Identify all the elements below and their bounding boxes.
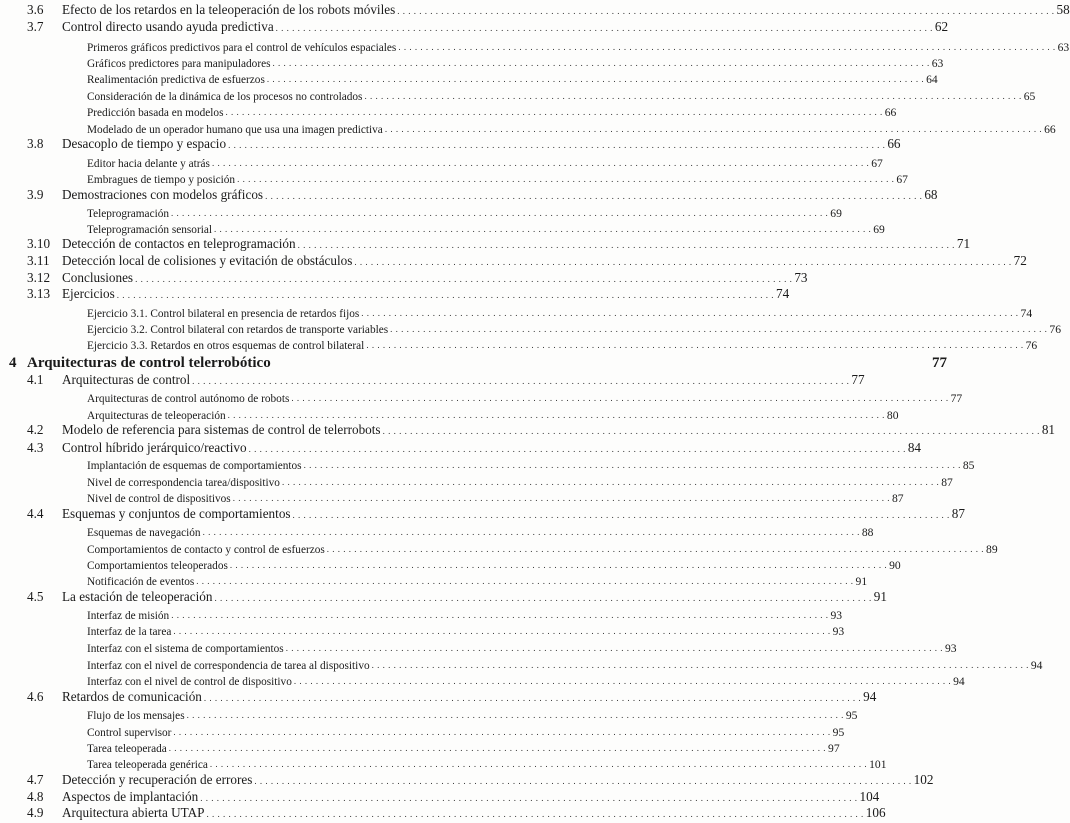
dot-leader: . . . . . . . . . . . . . . . . . . . . . . . . . . . . . . . . . . . . . . . . . . . . . . . . . . . . . . . . . . . . . . . . . . . . . . . . . . . . . . . . . . . . . . . . . . . . . . . . . . . . . . . . . . . . . . . . . . . . . . . .	[206, 809, 864, 819]
page-number: 77	[851, 372, 865, 387]
page-number: 63	[1057, 41, 1070, 54]
dot-leader: . . . . . . . . . . . . . . . . . . . . . . . . . . . . . . . . . . . . . . . . . . . . . . . . . . . . . . . . . . . . . . . . . . . . . . . . . . . . . . . . . . . . . . . . . . . . . . . . . . . . . . . . . . . . . . . . . . . . . . . .	[297, 240, 955, 250]
entry-number: 4.3	[27, 440, 44, 455]
dot-leader: . . . . . . . . . . . . . . . . . . . . . . . . . . . . . . . . . . . . . . . . . . . . . . . . . . . . . . . . . . . . . . . . . . . . . . . . . . . . . . . . . . . . . . . . . . . . . . . . . . . . . . . . . . . . . . . . . . . . . . . .	[203, 693, 862, 703]
dot-leader: . . . . . . . . . . . . . . . . . . . . . . . . . . . . . . . . . . . . . . . . . . . . . . . . . . . . . . . . . . . . . . . . . . . . . . . . . . . . . . . . . . . . . . . . . . . . . . . . . . . . . . . . . . . . . . . . . . . . . . . .	[186, 710, 844, 720]
subsection-entry	[0, 88, 1036, 105]
subsection-entry	[0, 756, 887, 773]
entry-line	[87, 57, 944, 70]
entry-line	[87, 41, 1070, 54]
subsection-entry	[0, 557, 901, 574]
entry-line	[87, 106, 897, 119]
entry-line	[62, 440, 922, 456]
entry-title: Ejercicio 3.2. Control bilateral con retardos de transporte variables	[87, 324, 389, 336]
page-number: 84	[907, 440, 922, 455]
dot-leader: . . . . . . . . . . . . . . . . . . . . . . . . . . . . . . . . . . . . . . . . . . . . . . . . . . . . . . . . . . . . . . . . . . . . . . . . . . . . . . . . . . . . . . . . . . . . . . . . . . . . . . . . . . . . . . . . . . . . . . . .	[196, 576, 854, 586]
dot-leader: . . . . . . . . . . . . . . . . . . . . . . . . . . . . . . . . . . . . . . . . . . . . . . . . . . . . . . . . . . . . . . . . . . . . . . . . . . . . . . . . . . . . . . . . . . . . . . . . . . . . . . . . . . . . . . . . . . . . . . . .	[361, 308, 1019, 318]
entry-title: Ejercicio 3.3. Retardos en otros esquemas de control bilateral	[87, 340, 365, 352]
page-number: 65	[1023, 90, 1036, 103]
entry-line	[87, 675, 965, 688]
dot-leader: . . . . . . . . . . . . . . . . . . . . . . . . . . . . . . . . . . . . . . . . . . . . . . . . . . . . . . . . . . . . . . . . . . . . . . . . . . . . . . . . . . . . . . . . . . . . . . . . . . . . . . . . . . . . . . . . . . . . . . . .	[228, 140, 886, 150]
dot-leader: . . . . . . . . . . . . . . . . . . . . . . . . . . . . . . . . . . . . . . . . . . . . . . . . . . . . . . . . . . . . . . . . . . . . . . . . . . . . . . . . . . . . . . . . . . . . . . . . . . . . . . . . . . . . . . . . . . . . . . . .	[237, 174, 895, 184]
entry-title: Efecto de los retardos en la teleoperación de los robots móviles	[62, 2, 396, 17]
entry-line	[62, 270, 808, 286]
subsection-entry	[0, 573, 868, 590]
entry-title: Desacoplo de tiempo y espacio	[62, 136, 227, 151]
subsection-entry	[0, 390, 963, 407]
dot-leader: . . . . . . . . . . . . . . . . . . . . . . . . . . . . . . . . . . . . . . . . . . . . . . . . . . . . . . . . . . . . . . . . . . . . . . . . . . . . . . . . . . . . . . . . . . . . . . . . . . . . . . . . . . . . . . . . . . . . . . . .	[116, 290, 774, 300]
page-number: 69	[873, 223, 885, 236]
entry-number: 3.11	[27, 253, 50, 268]
entry-line	[87, 476, 953, 489]
page-number: 101	[869, 758, 887, 771]
subsection-entry	[0, 71, 938, 88]
section-entry	[0, 772, 934, 790]
section-entry	[0, 589, 887, 607]
entry-title: Interfaz con el nivel de correspondencia de tarea al dispositivo	[87, 660, 370, 672]
dot-leader: . . . . . . . . . . . . . . . . . . . . . . . . . . . . . . . . . . . . . . . . . . . . . . . . . . . . . . . . . . . . . . . . . . . . . . . . . . . . . . . . . . . . . . . . . . . . . . . . . . . . . . . . . . . . . . . . . . . . . . . .	[211, 158, 870, 168]
page-number: 94	[863, 689, 877, 704]
entry-line	[87, 625, 845, 638]
section-entry	[0, 236, 971, 254]
page-number: 81	[1041, 422, 1056, 437]
entry-title: Teleprogramación sensorial	[87, 224, 212, 236]
entry-title: Nivel de control de dispositivos	[87, 493, 231, 505]
entry-line	[62, 19, 949, 35]
section-entry	[0, 187, 938, 205]
page-number: 87	[891, 492, 904, 505]
page-number: 80	[886, 409, 899, 422]
page-number: 97	[828, 742, 840, 755]
section-entry	[0, 689, 877, 707]
page-number: 72	[1013, 253, 1027, 268]
dot-leader: . . . . . . . . . . . . . . . . . . . . . . . . . . . . . . . . . . . . . . . . . . . . . . . . . . . . . . . . . . . . . . . . . . . . . . . . . . . . . . . . . . . . . . . . . . . . . . . . . . . . . . . . . . . . . . . . . . . . . . . .	[192, 376, 850, 386]
dot-leader: . . . . . . . . . . . . . . . . . . . . . . . . . . . . . . . . . . . . . . . . . . . . . . . . . . . . . . . . . . . . . . . . . . . . . . . . . . . . . . . . . . . . . . . . . . . . . . . . . . . . . . . . . . . . . . . . . . . . . . . .	[272, 58, 930, 68]
entry-line	[87, 339, 1038, 352]
subsection-entry	[0, 337, 1038, 354]
entry-line	[87, 392, 963, 405]
dot-leader: . . . . . . . . . . . . . . . . . . . . . . . . . . . . . . . . . . . . . . . . . . . . . . . . . . . . . . . . . . . . . . . . . . . . . . . . . . . . . . . . . . . . . . . . . . . . . . . . . . . . . . . . . . . . . . . . . . . . . . . .	[285, 643, 943, 653]
dot-leader: . . . . . . . . . . . . . . . . . . . . . . . . . . . . . . . . . . . . . . . . . . . . . . . . . . . . . . . . . . . . . . . . . . . . . . . . . . . . . . . . . . . . . . . . . . . . . . . . . . . . . . . . . . . . . . . . . . . . . . . .	[173, 727, 831, 737]
section-entry	[0, 805, 886, 823]
page-number: 93	[944, 642, 957, 655]
entry-number: 4.1	[27, 372, 44, 387]
page-number: 85	[962, 459, 975, 472]
entry-title: Esquemas de navegación	[87, 527, 201, 539]
section-entry	[0, 506, 965, 524]
entry-title: Tarea teleoperada genérica	[87, 759, 208, 771]
entry-title: Ejercicios	[62, 286, 115, 301]
page-number: 87	[951, 506, 965, 521]
entry-title: Realimentación predictiva de esfuerzos	[87, 74, 265, 86]
subsection-entry	[0, 657, 1043, 674]
subsection-entry	[0, 474, 953, 491]
entry-line	[87, 659, 1043, 672]
entry-number: 4.8	[27, 789, 44, 804]
entry-title: Interfaz con el sistema de comportamientos	[87, 643, 284, 655]
dot-leader: . . . . . . . . . . . . . . . . . . . . . . . . . . . . . . . . . . . . . . . . . . . . . . . . . . . . . . . . . . . . . . . . . . . . . . . . . . . . . . . . . . . . . . . . . . . . . . . . . . . . . . . . . . . . . . . . . . . . . . . .	[248, 444, 906, 454]
page-number: 91	[855, 575, 868, 588]
subsection-entry	[0, 490, 904, 507]
entry-title: Arquitecturas de teleoperación	[87, 410, 226, 422]
entry-title: Predicción basada en modelos	[87, 107, 224, 119]
entry-line	[62, 253, 1027, 269]
page-number: 73	[794, 270, 808, 285]
entry-number: 4.5	[27, 589, 44, 604]
entry-line	[87, 575, 868, 588]
entry-number: 3.13	[27, 286, 51, 301]
page-number: 63	[931, 57, 944, 70]
page-number: 88	[861, 526, 874, 539]
entry-title: Interfaz de misión	[87, 610, 170, 622]
section-entry	[0, 253, 1027, 271]
entry-line	[87, 90, 1036, 103]
entry-number: 3.8	[27, 136, 44, 151]
entry-title: Ejercicio 3.1. Control bilateral en presencia de retardos fijos	[87, 308, 360, 320]
page-number: 69	[830, 207, 842, 220]
entry-line	[62, 372, 865, 388]
entry-line	[62, 236, 971, 252]
subsection-entry	[0, 55, 944, 72]
subsection-entry	[0, 155, 883, 172]
subsection-entry	[0, 457, 975, 474]
entry-title: Gráficos predictores para manipuladores	[87, 58, 271, 70]
page-number: 104	[859, 789, 880, 804]
entry-number: 4.6	[27, 689, 44, 704]
page-number: 67	[896, 173, 908, 186]
entry-title: Notificación de eventos	[87, 576, 195, 588]
page-number: 90	[889, 559, 901, 572]
dot-leader: . . . . . . . . . . . . . . . . . . . . . . . . . . . . . . . . . . . . . . . . . . . . . . . . . . . . . . . . . . . . . . . . . . . . . . . . . . . . . . . . . . . . . . . . . . . . . . . . . . . . . . . . . . . . . . . . . . . . . . . .	[168, 743, 827, 753]
subsection-entry	[0, 205, 842, 222]
entry-line	[87, 543, 998, 556]
entry-title: Demostraciones con modelos gráficos	[62, 187, 264, 202]
dot-leader: . . . . . . . . . . . . . . . . . . . . . . . . . . . . . . . . . . . . . . . . . . . . . . . . . . . . . . . . . . . . . . . . . . . . . . . . . . . . . . . . . . . . . . . . . . . . . . . . . . . . . . . . . . . . . . . . . . . . . . . .	[303, 460, 961, 470]
section-entry	[0, 422, 1056, 440]
entry-title: Arquitecturas de control telerrobótico	[27, 355, 271, 371]
entry-title: Arquitectura abierta UTAP	[62, 805, 205, 820]
entry-title: Comportamientos teleoperados	[87, 560, 228, 572]
page-number: 87	[941, 476, 953, 489]
entry-title: Consideración de la dinámica de los procesos no controlados	[87, 91, 363, 103]
page-number: 62	[934, 19, 949, 34]
entry-title: Modelado de un operador humano que usa una imagen predictiva	[87, 124, 383, 136]
section-entry	[0, 440, 922, 458]
entry-title: Interfaz con el nivel de control de dispositivo	[87, 676, 292, 688]
entry-number: 4.7	[27, 772, 44, 787]
dot-leader: . . . . . . . . . . . . . . . . . . . . . . . . . . . . . . . . . . . . . . . . . . . . . . . . . . . . . . . . . . . . . . . . . . . . . . . . . . . . . . . . . . . . . . . . . . . . . . . . . . . . . . . . . . . . . . . . . . . . . . . .	[275, 23, 933, 33]
entry-title: Flujo de los mensajes	[87, 710, 185, 722]
entry-line	[87, 758, 887, 771]
dot-leader: . . . . . . . . . . . . . . . . . . . . . . . . . . . . . . . . . . . . . . . . . . . . . . . . . . . . . . . . . . . . . . . . . . . . . . . . . . . . . . . . . . . . . . . . . . . . . . . . . . . . . . . . . . . . . . . . . . . . . . . .	[382, 426, 1040, 436]
subsection-entry	[0, 673, 965, 690]
entry-line	[27, 355, 947, 372]
dot-leader: . . . . . . . . . . . . . . . . . . . . . . . . . . . . . . . . . . . . . . . . . . . . . . . . . . . . . . . . . . . . . . . . . . . . . . . . . . . . . . . . . . . . . . . . . . . . . . . . . . . . . . . . . . . . . . . . . . . . . . . .	[202, 527, 860, 537]
entry-line	[62, 136, 901, 152]
entry-number: 4.9	[27, 805, 44, 820]
page-number: 64	[926, 73, 938, 86]
dot-leader: . . . . . . . . . . . . . . . . . . . . . . . . . . . . . . . . . . . . . . . . . . . . . . . . . . . . . . . . . . . . . . . . . . . . . . . . . . . . . . . . . . . . . . . . . . . . . . . . . . . . . . . . . . . . . . . . . . . . . . . .	[326, 544, 985, 554]
entry-line	[87, 609, 843, 622]
dot-leader: . . . . . . . . . . . . . . . . . . . . . . . . . . . . . . . . . . . . . . . . . . . . . . . . . . . . . . . . . . . . . . . . . . . . . . . . . . . . . . . . . . . . . . . . . . . . . . . . . . . . . . . . . . . . . . . . . . . . . . . .	[265, 191, 923, 201]
subsection-entry	[0, 707, 858, 724]
page-number: 66	[884, 106, 897, 119]
page-number: 68	[924, 187, 938, 202]
section-entry	[0, 372, 865, 390]
entry-line	[87, 73, 938, 86]
subsection-entry	[0, 321, 1061, 338]
dot-leader: . . . . . . . . . . . . . . . . . . . . . . . . . . . . . . . . . . . . . . . . . . . . . . . . . . . . . . . . . . . . . . . . . . . . . . . . . . . . . . . . . . . . . . . . . . . . . . . . . . . . . . . . . . . . . . . . . . . . . . . .	[281, 477, 940, 487]
dot-leader: . . . . . . . . . . . . . . . . . . . . . . . . . . . . . . . . . . . . . . . . . . . . . . . . . . . . . . . . . . . . . . . . . . . . . . . . . . . . . . . . . . . . . . . . . . . . . . . . . . . . . . . . . . . . . . . . . . . . . . . .	[254, 776, 912, 786]
entry-title: Teleprogramación	[87, 208, 170, 220]
entry-line	[87, 173, 908, 186]
page-number: 58	[1056, 2, 1070, 17]
page-number: 91	[873, 589, 887, 604]
page-number: 93	[832, 625, 845, 638]
dot-leader: . . . . . . . . . . . . . . . . . . . . . . . . . . . . . . . . . . . . . . . . . . . . . . . . . . . . . . . . . . . . . . . . . . . . . . . . . . . . . . . . . . . . . . . . . . . . . . . . . . . . . . . . . . . . . . . . . . . . . . . .	[291, 393, 949, 403]
entry-title: Control híbrido jerárquico/reactivo	[62, 440, 247, 455]
entry-title: Arquitecturas de control	[62, 372, 191, 387]
entry-line	[87, 526, 874, 539]
page-number: 89	[986, 543, 998, 556]
entry-line	[87, 123, 1056, 136]
dot-leader: . . . . . . . . . . . . . . . . . . . . . . . . . . . . . . . . . . . . . . . . . . . . . . . . . . . . . . . . . . . . . . . . . . . . . . . . . . . . . . . . . . . . . . . . . . . . . . . . . . . . . . . . . . . . . . . . . . . . . . . .	[364, 91, 1022, 101]
entry-title: Implantación de esquemas de comportamientos	[87, 460, 302, 472]
entry-title: La estación de teleoperación	[62, 589, 213, 604]
page-number: 74	[775, 286, 790, 301]
entry-line	[87, 207, 842, 220]
dot-leader: . . . . . . . . . . . . . . . . . . . . . . . . . . . . . . . . . . . . . . . . . . . . . . . . . . . . . . . . . . . . . . . . . . . . . . . . . . . . . . . . . . . . . . . . . . . . . . . . . . . . . . . . . . . . . . . . . . . . . . . .	[266, 74, 925, 84]
entry-number: 3.6	[27, 2, 44, 17]
entry-title: Aspectos de implantación	[62, 789, 199, 804]
dot-leader: . . . . . . . . . . . . . . . . . . . . . . . . . . . . . . . . . . . . . . . . . . . . . . . . . . . . . . . . . . . . . . . . . . . . . . . . . . . . . . . . . . . . . . . . . . . . . . . . . . . . . . . . . . . . . . . . . . . . . . . .	[135, 274, 793, 284]
page-number: 66	[887, 136, 901, 151]
entry-line	[62, 689, 877, 705]
dot-leader: . . . . . . . . . . . . . . . . . . . . . . . . . . . . . . . . . . . . . . . . . . . . . . . . . . . . . . . . . . . . . . . . . . . . . . . . . . . . . . . . . . . . . . . . . . . . . . . . . . . . . . . . . . . . . . . . . . . . . . . .	[171, 610, 829, 620]
entry-title: Comportamientos de contacto y control de esfuerzos	[87, 544, 325, 556]
entry-line	[87, 157, 883, 170]
entry-title: Control directo usando ayuda predictiva	[62, 19, 274, 34]
dot-leader: . . . . . . . . . . . . . . . . . . . . . . . . . . . . . . . . . . . . . . . . . . . . . . . . . . . . . . . . . . . . . . . . . . . . . . . . . . . . . . . . . . . . . . . . . . . . . . . . . . . . . . . . . . . . . . . . . . . . . . . .	[209, 759, 868, 769]
entry-number: 3.12	[27, 270, 51, 285]
dot-leader: . . . . . . . . . . . . . . . . . . . . . . . . . . . . . . . . . . . . . . . . . . . . . . . . . . . . . . . . . . . . . . . . . . . . . . . . . . . . . . . . . . . . . . . . . . . . . . . . . . . . . . . . . . . . . . . . . . . . . . . .	[366, 340, 1024, 350]
subsection-entry	[0, 724, 845, 741]
entry-line	[87, 492, 904, 505]
subsection-entry	[0, 623, 845, 640]
entry-line	[87, 642, 957, 655]
entry-title: Retardos de comunicación	[62, 689, 202, 704]
dot-leader: . . . . . . . . . . . . . . . . . . . . . . . . . . . . . . . . . . . . . . . . . . . . . . . . . . . . . . . . . . . . . . . . . . . . . . . . . . . . . . . . . . . . . . . . . . . . . . . . . . . . . . . . . . . . . . . . . . . . . . . .	[214, 593, 872, 603]
page-number: 71	[956, 236, 971, 251]
entry-title: Primeros gráficos predictivos para el control de vehículos espaciales	[87, 42, 397, 54]
entry-line	[62, 589, 887, 605]
page-number: 95	[832, 726, 845, 739]
entry-line	[87, 459, 975, 472]
entry-title: Nivel de correspondencia tarea/dispositivo	[87, 477, 280, 489]
entry-line	[87, 559, 901, 572]
entry-line	[87, 742, 840, 755]
page-number: 67	[871, 157, 883, 170]
subsection-entry	[0, 607, 843, 624]
page-number: 74	[1020, 307, 1033, 320]
entry-line	[62, 286, 790, 302]
dot-leader: . . . . . . . . . . . . . . . . . . . . . . . . . . . . . . . . . . . . . . . . . . . . . . . . . . . . . . . . . . . . . . . . . . . . . . . . . . . . . . . . . . . . . . . . . . . . . . . . . . . . . . . . . . . . . . . . . . . . . . . .	[225, 107, 883, 117]
subsection-entry	[0, 39, 1070, 56]
entry-line	[62, 187, 938, 203]
entry-line	[62, 805, 886, 821]
entry-title: Editor hacia delante y atrás	[87, 158, 210, 170]
page-number: 76	[1049, 323, 1061, 336]
page-number: 66	[1044, 123, 1056, 136]
dot-leader: . . . . . . . . . . . . . . . . . . . . . . . . . . . . . . . . . . . . . . . . . . . . . . . . . . . . . . . . . . . . . . . . . . . . . . . . . . . . . . . . . . . . . . . . . . . . . . . . . . . . . . . . . . . . . . . . . . . . . . . .	[173, 626, 831, 636]
dot-leader: . . . . . . . . . . . . . . . . . . . . . . . . . . . . . . . . . . . . . . . . . . . . . . . . . . . . . . . . . . . . . . . . . . . . . . . . . . . . . . . . . . . . . . . . . . . . . . . . . . . . . . . . . . . . . . . . . . . . . . . .	[232, 493, 890, 503]
page-number: 102	[913, 772, 934, 787]
entry-title: Interfaz de la tarea	[87, 626, 172, 638]
page-number: 94	[1030, 659, 1043, 672]
entry-number: 3.7	[27, 19, 44, 34]
entry-title: Detección de contactos en teleprogramación	[62, 236, 296, 251]
dot-leader: . . . . . . . . . . . . . . . . . . . . . . . . . . . . . . . . . . . . . . . . . . . . . . . . . . . . . . . . . . . . . . . . . . . . . . . . . . . . . . . . . . . . . . . . . . . . . . . . . . . . . . . . . . . . . . . . . . . . . . . .	[214, 224, 872, 234]
entry-title: Detección y recuperación de errores	[62, 772, 253, 787]
entry-title: Modelo de referencia para sistemas de control de telerrobots	[62, 422, 381, 437]
entry-number: 4.4	[27, 506, 44, 521]
dot-leader: . . . . . . . . . . . . . . . . . . . . . . . . . . . . . . . . . . . . . . . . . . . . . . . . . . . . . . . . . . . . . . . . . . . . . . . . . . . . . . . . . . . . . . . . . . . . . . . . . . . . . . . . . . . . . . . . . . . . . . . .	[171, 208, 829, 218]
entry-line	[87, 409, 899, 422]
entry-line	[62, 789, 880, 805]
entry-number: 4.2	[27, 422, 44, 437]
section-entry	[0, 286, 790, 304]
page-number: 95	[845, 709, 858, 722]
entry-line	[87, 726, 845, 739]
entry-line	[87, 709, 858, 722]
dot-leader: . . . . . . . . . . . . . . . . . . . . . . . . . . . . . . . . . . . . . . . . . . . . . . . . . . . . . . . . . . . . . . . . . . . . . . . . . . . . . . . . . . . . . . . . . . . . . . . . . . . . . . . . . . . . . . . . . . . . . . . .	[371, 660, 1029, 670]
dot-leader: . . . . . . . . . . . . . . . . . . . . . . . . . . . . . . . . . . . . . . . . . . . . . . . . . . . . . . . . . . . . . . . . . . . . . . . . . . . . . . . . . . . . . . . . . . . . . . . . . . . . . . . . . . . . . . . . . . . . . . . .	[398, 42, 1056, 52]
entry-line	[62, 506, 965, 522]
entry-line	[87, 307, 1033, 320]
dot-leader: . . . . . . . . . . . . . . . . . . . . . . . . . . . . . . . . . . . . . . . . . . . . . . . . . . . . . . . . . . . . . . . . . . . . . . . . . . . . . . . . . . . . . . . . . . . . . . . . . . . . . . . . . . . . . . . . . . . . . . . .	[227, 410, 885, 420]
entry-line	[62, 422, 1056, 438]
page-number: 76	[1025, 339, 1038, 352]
entry-line	[87, 323, 1061, 336]
section-entry	[0, 2, 1070, 20]
subsection-entry	[0, 305, 1033, 322]
page-number: 77	[950, 392, 963, 405]
page-number: 93	[830, 609, 843, 622]
subsection-entry	[0, 541, 998, 558]
subsection-entry	[0, 740, 840, 757]
entry-title: Conclusiones	[62, 270, 134, 285]
entry-title: Esquemas y conjuntos de comportamientos	[62, 506, 291, 521]
dot-leader: . . . . . . . . . . . . . . . . . . . . . . . . . . . . . . . . . . . . . . . . . . . . . . . . . . . . . . . . . . . . . . . . . . . . . . . . . . . . . . . . . . . . . . . . . . . . . . . . . . . . . . . . . . . . . . . . . . . . . . . .	[292, 510, 950, 520]
entry-title: Detección local de colisiones y evitación de obstáculos	[62, 253, 353, 268]
dot-leader: . . . . . . . . . . . . . . . . . . . . . . . . . . . . . . . . . . . . . . . . . . . . . . . . . . . . . . . . . . . . . . . . . . . . . . . . . . . . . . . . . . . . . . . . . . . . . . . . . . . . . . . . . . . . . . . . . . . . . . . .	[200, 793, 858, 803]
entry-title: Control supervisor	[87, 727, 172, 739]
entry-title: Tarea teleoperada	[87, 743, 167, 755]
section-entry	[0, 19, 949, 37]
dot-leader: . . . . . . . . . . . . . . . . . . . . . . . . . . . . . . . . . . . . . . . . . . . . . . . . . . . . . . . . . . . . . . . . . . . . . . . . . . . . . . . . . . . . . . . . . . . . . . . . . . . . . . . . . . . . . . . . . . . . . . . .	[354, 257, 1012, 267]
page-number: 77	[931, 355, 947, 371]
entry-title: Arquitecturas de control autónomo de robots	[87, 393, 290, 405]
page-number: 106	[865, 805, 886, 820]
dot-leader: . . . . . . . . . . . . . . . . . . . . . . . . . . . . . . . . . . . . . . . . . . . . . . . . . . . . . . . . . . . . . . . . . . . . . . . . . . . . . . . . . . . . . . . . . . . . . . . . . . . . . . . . . . . . . . . . . . . . . . . .	[390, 324, 1048, 334]
subsection-entry	[0, 104, 897, 121]
dot-leader: . . . . . . . . . . . . . . . . . . . . . . . . . . . . . . . . . . . . . . . . . . . . . . . . . . . . . . . . . . . . . . . . . . . . . . . . . . . . . . . . . . . . . . . . . . . . . . . . . . . . . . . . . . . . . . . . . . . . . . . .	[229, 560, 888, 570]
entry-title: Embragues de tiempo y posición	[87, 174, 236, 186]
entry-number: 3.10	[27, 236, 51, 251]
entry-number: 4	[9, 355, 17, 371]
entry-number: 3.9	[27, 187, 44, 202]
entry-line	[87, 223, 885, 236]
entry-line	[62, 2, 1070, 18]
page-number: 94	[953, 675, 965, 688]
dot-leader: . . . . . . . . . . . . . . . . . . . . . . . . . . . . . . . . . . . . . . . . . . . . . . . . . . . . . . . . . . . . . . . . . . . . . . . . . . . . . . . . . . . . . . . . . . . . . . . . . . . . . . . . . . . . . . . . . . . . . . . .	[293, 676, 952, 686]
subsection-entry	[0, 171, 908, 188]
subsection-entry	[0, 640, 957, 657]
dot-leader: . . . . . . . . . . . . . . . . . . . . . . . . . . . . . . . . . . . . . . . . . . . . . . . . . . . . . . . . . . . . . . . . . . . . . . . . . . . . . . . . . . . . . . . . . . . . . . . . . . . . . . . . . . . . . . . . . . . . . . . .	[384, 124, 1043, 134]
dot-leader: . . . . . . . . . . . . . . . . . . . . . . . . . . . . . . . . . . . . . . . . . . . . . . . . . . . . . . . . . . . . . . . . . . . . . . . . . . . . . . . . . . . . . . . . . . . . . . . . . . . . . . . . . . . . . . . . . . . . . . . .	[397, 6, 1055, 16]
subsection-entry	[0, 524, 874, 541]
entry-line	[62, 772, 934, 788]
section-entry	[0, 136, 901, 154]
